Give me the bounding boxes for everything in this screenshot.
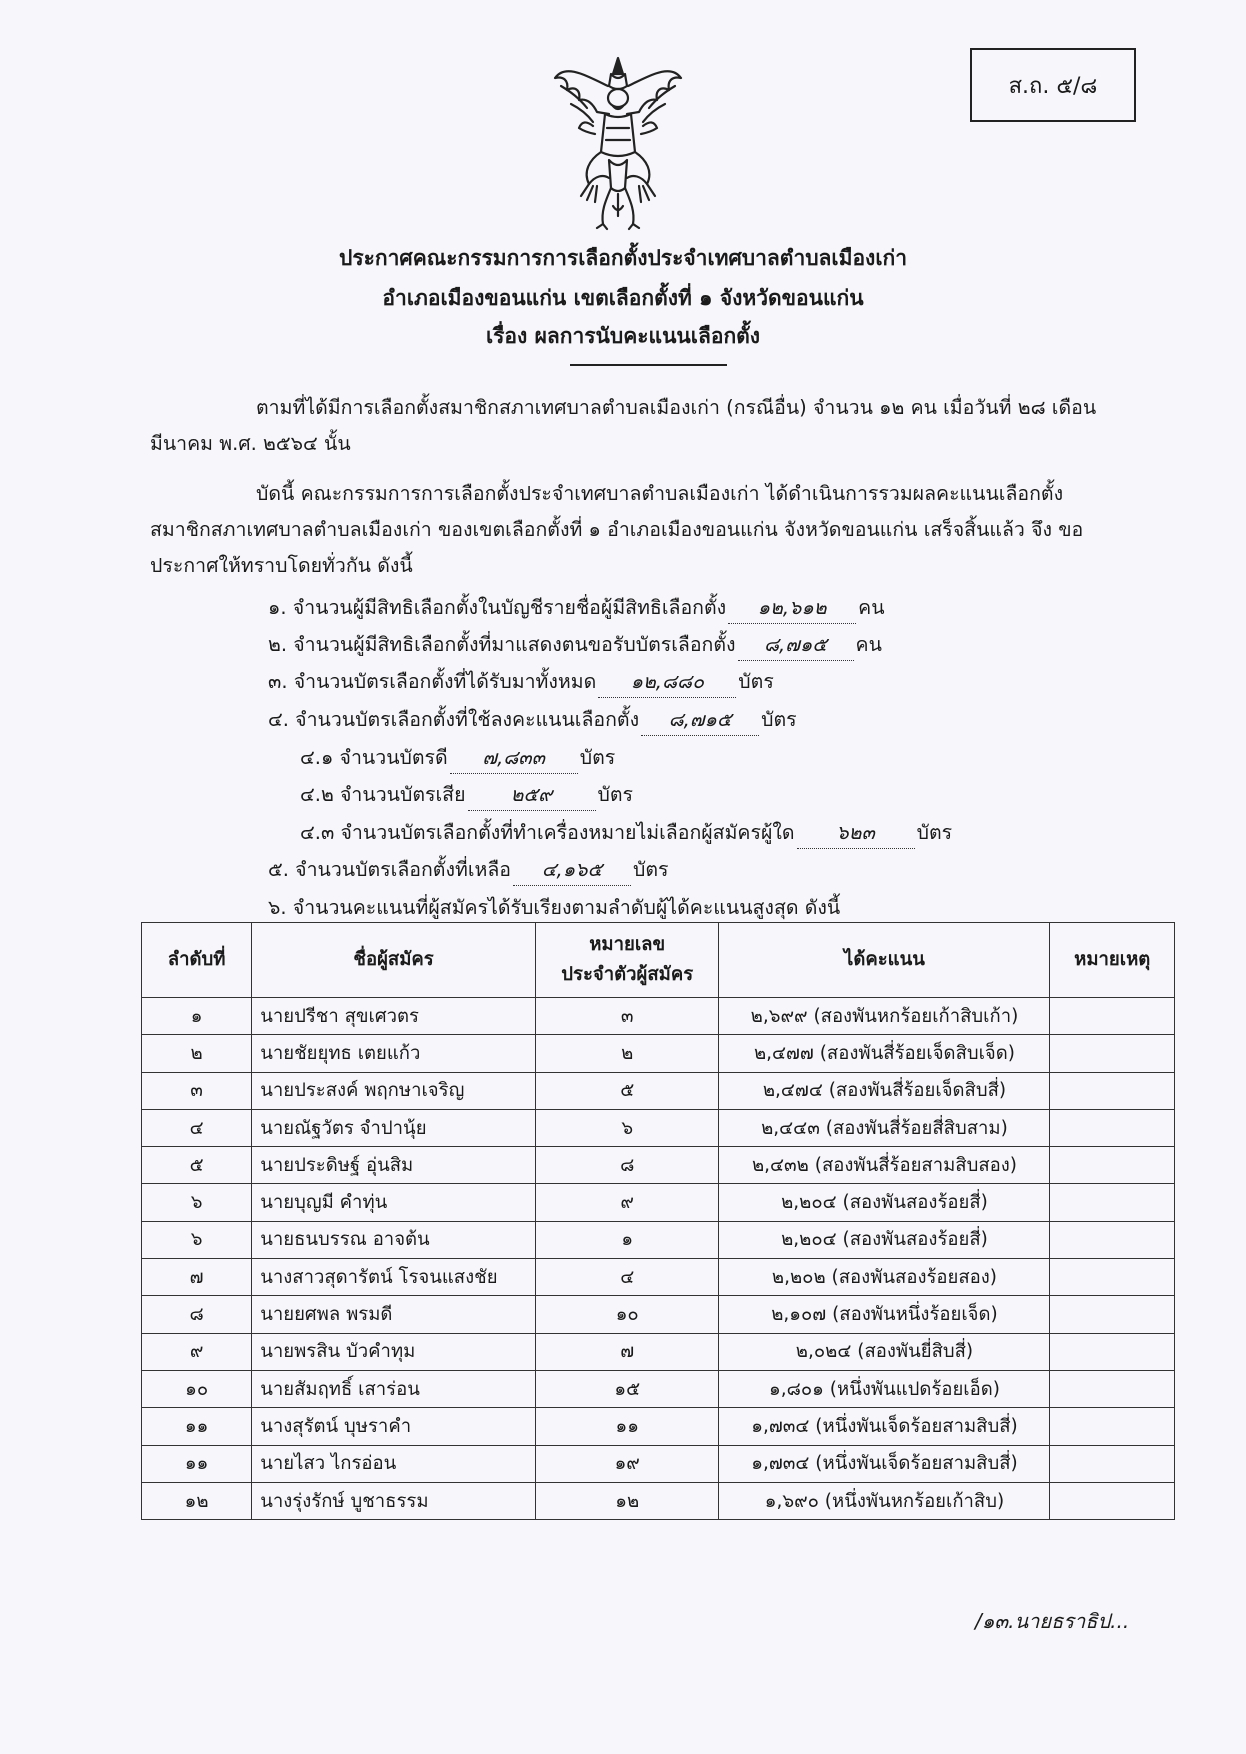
table-row — [142, 1445, 1175, 1482]
cell-note — [1050, 1184, 1175, 1221]
cell-number: ๔ — [535, 1259, 719, 1296]
item-1 — [268, 592, 885, 624]
item-4-2 — [300, 779, 633, 811]
announcement-title-line2: อำเภอเมืองขอนแก่น เขตเลือกตั้งที่ ๑ จังหวัดขอนแก่น — [382, 286, 864, 310]
table-row — [142, 1221, 1175, 1258]
cell-number: ๘ — [535, 1147, 719, 1184]
cell-note — [1050, 1482, 1175, 1519]
item-2-label: ๒. จำนวนผู้มีสิทธิเลือกตั้งที่มาแสดงตนขอรับบัตรเลือกตั้ง — [268, 633, 736, 656]
cell-number: ๕ — [535, 1072, 719, 1109]
cell-votes: ๑,๖๙๐ (หนึ่งพันหกร้อยเก้าสิบ) — [719, 1482, 1050, 1519]
table-row — [142, 1184, 1175, 1221]
item-2 — [268, 629, 882, 661]
table-body — [142, 998, 1175, 1520]
cell-votes: ๒,๔๔๓ (สองพันสี่ร้อยสี่สิบสาม) — [719, 1109, 1050, 1146]
cell-name: นางรุ่งรักษ์ บูชาธรรม — [252, 1482, 536, 1519]
cell-name: นายชัยยุทธ เตยแก้ว — [252, 1035, 536, 1072]
cell-votes: ๒,๒๐๒ (สองพันสองร้อยสอง) — [719, 1259, 1050, 1296]
header-name: ชื่อผู้สมัคร — [252, 923, 536, 998]
cell-number: ๑๕ — [535, 1370, 719, 1407]
cell-name: นายพรสิน บัวคำทุม — [252, 1333, 536, 1370]
cell-rank: ๑๐ — [142, 1370, 252, 1407]
cell-votes: ๑,๗๓๔ (หนึ่งพันเจ็ดร้อยสามสิบสี่) — [719, 1445, 1050, 1482]
item-4-2-label: ๔.๒ จำนวนบัตรเสีย — [300, 783, 466, 806]
title-underline — [570, 364, 727, 366]
cell-note — [1050, 1296, 1175, 1333]
item-4-3-label: ๔.๓ จำนวนบัตรเลือกตั้งที่ทำเครื่องหมายไม่เลือกผู้สมัครผู้ใด — [300, 821, 795, 844]
item-6 — [268, 892, 840, 923]
table-row — [142, 1259, 1175, 1296]
cell-name: นายยศพล พรมดี — [252, 1296, 536, 1333]
table-header-row — [142, 923, 1175, 998]
cell-note — [1050, 1259, 1175, 1296]
item-2-value: ๘,๗๑๕ — [738, 629, 854, 661]
form-code-box — [970, 48, 1136, 122]
cell-rank: ๖ — [142, 1184, 252, 1221]
cell-number: ๑ — [535, 1221, 719, 1258]
cell-note — [1050, 1445, 1175, 1482]
cell-votes: ๒,๐๒๔ (สองพันยี่สิบสี่) — [719, 1333, 1050, 1370]
cell-note — [1050, 1221, 1175, 1258]
cell-note — [1050, 1147, 1175, 1184]
cell-number: ๒ — [535, 1035, 719, 1072]
cell-note — [1050, 1333, 1175, 1370]
cell-rank: ๑ — [142, 998, 252, 1035]
cell-note — [1050, 1109, 1175, 1146]
table-row — [142, 1333, 1175, 1370]
item-2-unit: คน — [855, 633, 882, 656]
cell-note — [1050, 1072, 1175, 1109]
item-1-unit: คน — [858, 596, 885, 619]
header-number-line1: หมายเลข — [589, 934, 666, 955]
form-code: ส.ถ. ๕/๘ — [1008, 73, 1098, 99]
item-4-2-unit: บัตร — [597, 783, 634, 806]
cell-votes: ๑,๗๓๔ (หนึ่งพันเจ็ดร้อยสามสิบสี่) — [719, 1408, 1050, 1445]
item-4 — [268, 704, 797, 736]
item-4-1 — [300, 742, 615, 774]
cell-name: นายประดิษฐ์ อุ่นสิม — [252, 1147, 536, 1184]
paragraph-1 — [150, 390, 1125, 462]
cell-number: ๗ — [535, 1333, 719, 1370]
cell-number: ๑๑ — [535, 1408, 719, 1445]
cell-votes: ๒,๒๐๔ (สองพันสองร้อยสี่) — [719, 1221, 1050, 1258]
cell-rank: ๗ — [142, 1259, 252, 1296]
item-4-1-label: ๔.๑ จำนวนบัตรดี — [300, 746, 448, 769]
item-1-label: ๑. จำนวนผู้มีสิทธิเลือกตั้งในบัญชีรายชื่อผู้มีสิทธิเลือกตั้ง — [268, 596, 727, 619]
cell-note — [1050, 998, 1175, 1035]
item-4-label: ๔. จำนวนบัตรเลือกตั้งที่ใช้ลงคะแนนเลือกตั้ง — [268, 708, 640, 731]
cell-note — [1050, 1370, 1175, 1407]
item-4-3-unit: บัตร — [916, 821, 953, 844]
cell-note — [1050, 1408, 1175, 1445]
table-row — [142, 1147, 1175, 1184]
paragraph-2 — [150, 476, 1125, 584]
cell-rank: ๔ — [142, 1109, 252, 1146]
table-row — [142, 998, 1175, 1035]
cell-name: นางสาวสุดารัตน์ โรจนแสงชัย — [252, 1259, 536, 1296]
header-number — [535, 923, 719, 998]
announcement-title-line1: ประกาศคณะกรรมการการเลือกตั้งประจำเทศบาลตำบลเมืองเก่า — [338, 246, 907, 270]
continued-note: /๑๓.นายธราธิป... — [975, 1609, 1130, 1633]
cell-votes: ๒,๔๓๒ (สองพันสี่ร้อยสามสิบสอง) — [719, 1147, 1050, 1184]
item-5-label: ๕. จำนวนบัตรเลือกตั้งที่เหลือ — [268, 858, 512, 881]
cell-number: ๖ — [535, 1109, 719, 1146]
cell-number: ๑๒ — [535, 1482, 719, 1519]
cell-name: นายณัฐวัตร จำปานุ้ย — [252, 1109, 536, 1146]
cell-rank: ๘ — [142, 1296, 252, 1333]
item-5-value: ๔,๑๖๕ — [513, 854, 631, 886]
cell-votes: ๑,๘๐๑ (หนึ่งพันแปดร้อยเอ็ด) — [719, 1370, 1050, 1407]
cell-number: ๑๐ — [535, 1296, 719, 1333]
table-row — [142, 1072, 1175, 1109]
results-table — [141, 922, 1175, 1520]
cell-name: นายบุญมี คำทุ่น — [252, 1184, 536, 1221]
header-rank: ลำดับที่ — [142, 923, 252, 998]
item-1-value: ๑๒,๖๑๒ — [728, 592, 856, 624]
header-number-line2: ประจำตัวผู้สมัคร — [561, 964, 694, 985]
cell-number: ๓ — [535, 998, 719, 1035]
cell-name: นายประสงค์ พฤกษาเจริญ — [252, 1072, 536, 1109]
cell-name: นายธนบรรณ อาจต้น — [252, 1221, 536, 1258]
paragraph-2-text: บัดนี้ คณะกรรมการการเลือกตั้งประจำเทศบาลตำบลเมืองเก่า ได้ดำเนินการรวมผลคะแนนเลือกตั้ง สมาชิกสภาเทศบาลตำบลเมืองเก่า ของเขตเลือกตั้งที่ ๑ อำเภอเมืองขอนแก่น จังหวัดขอนแก่น เสร็จสิ้นแล้ว จึง ขอประกาศให้ทราบโดยทั่วกัน ดังนี้ — [150, 482, 1084, 577]
cell-rank: ๑๑ — [142, 1445, 252, 1482]
cell-votes: ๒,๒๐๔ (สองพันสองร้อยสี่) — [719, 1184, 1050, 1221]
cell-number: ๙ — [535, 1184, 719, 1221]
item-4-2-value: ๒๕๙ — [468, 779, 596, 811]
cell-name: นายไสว ไกรอ่อน — [252, 1445, 536, 1482]
table-row — [142, 1370, 1175, 1407]
item-3-unit: บัตร — [738, 670, 774, 693]
cell-name: นายปรีชา สุขเศวตร — [252, 998, 536, 1035]
cell-rank: ๑๒ — [142, 1482, 252, 1519]
cell-number: ๑๙ — [535, 1445, 719, 1482]
header-note: หมายเหตุ — [1050, 923, 1175, 998]
item-3-label: ๓. จำนวนบัตรเลือกตั้งที่ได้รับมาทั้งหมด — [268, 670, 597, 693]
announcement-subject: เรื่อง ผลการนับคะแนนเลือกตั้ง — [485, 324, 761, 348]
cell-rank: ๓ — [142, 1072, 252, 1109]
cell-votes: ๒,๖๙๙ (สองพันหกร้อยเก้าสิบเก้า) — [719, 998, 1050, 1035]
table-row — [142, 1109, 1175, 1146]
item-4-unit: บัตร — [761, 708, 797, 731]
paragraph-1-text: ตามที่ได้มีการเลือกตั้งสมาชิกสภาเทศบาลตำบลเมืองเก่า (กรณีอื่น) จำนวน ๑๒ คน เมื่อวันที่ ๒๘ เดือน มีนาคม พ.ศ. ๒๕๖๔ นั้น — [150, 396, 1097, 455]
cell-votes: ๒,๔๗๗ (สองพันสี่ร้อยเจ็ดสิบเจ็ด) — [719, 1035, 1050, 1072]
item-4-1-value: ๗,๘๓๓ — [450, 742, 578, 774]
cell-rank: ๙ — [142, 1333, 252, 1370]
cell-rank: ๕ — [142, 1147, 252, 1184]
cell-note — [1050, 1035, 1175, 1072]
cell-name: นางสุรัตน์ บุษราคำ — [252, 1408, 536, 1445]
item-6-label: ๖. จำนวนคะแนนที่ผู้สมัครได้รับเรียงตามลำดับผู้ได้คะแนนสูงสุด ดังนี้ — [268, 896, 841, 919]
cell-votes: ๒,๑๐๗ (สองพันหนึ่งร้อยเจ็ด) — [719, 1296, 1050, 1333]
cell-rank: ๑๑ — [142, 1408, 252, 1445]
cell-name: นายสัมฤทธิ์ เสาร่อน — [252, 1370, 536, 1407]
table-row — [142, 1408, 1175, 1445]
garuda-emblem-icon — [553, 56, 683, 231]
table-row — [142, 1482, 1175, 1519]
item-4-3-value: ๖๒๓ — [797, 817, 915, 849]
item-5 — [268, 854, 669, 886]
item-3-value: ๑๒,๘๘๐ — [598, 666, 736, 698]
cell-rank: ๒ — [142, 1035, 252, 1072]
cell-rank: ๖ — [142, 1221, 252, 1258]
table-row — [142, 1296, 1175, 1333]
header-votes: ได้คะแนน — [719, 923, 1050, 998]
item-4-1-unit: บัตร — [579, 746, 616, 769]
cell-votes: ๒,๔๗๔ (สองพันสี่ร้อยเจ็ดสิบสี่) — [719, 1072, 1050, 1109]
item-3 — [268, 666, 774, 698]
table-row — [142, 1035, 1175, 1072]
item-4-3 — [300, 817, 952, 849]
item-5-unit: บัตร — [633, 858, 669, 881]
item-4-value: ๘,๗๑๕ — [641, 704, 759, 736]
